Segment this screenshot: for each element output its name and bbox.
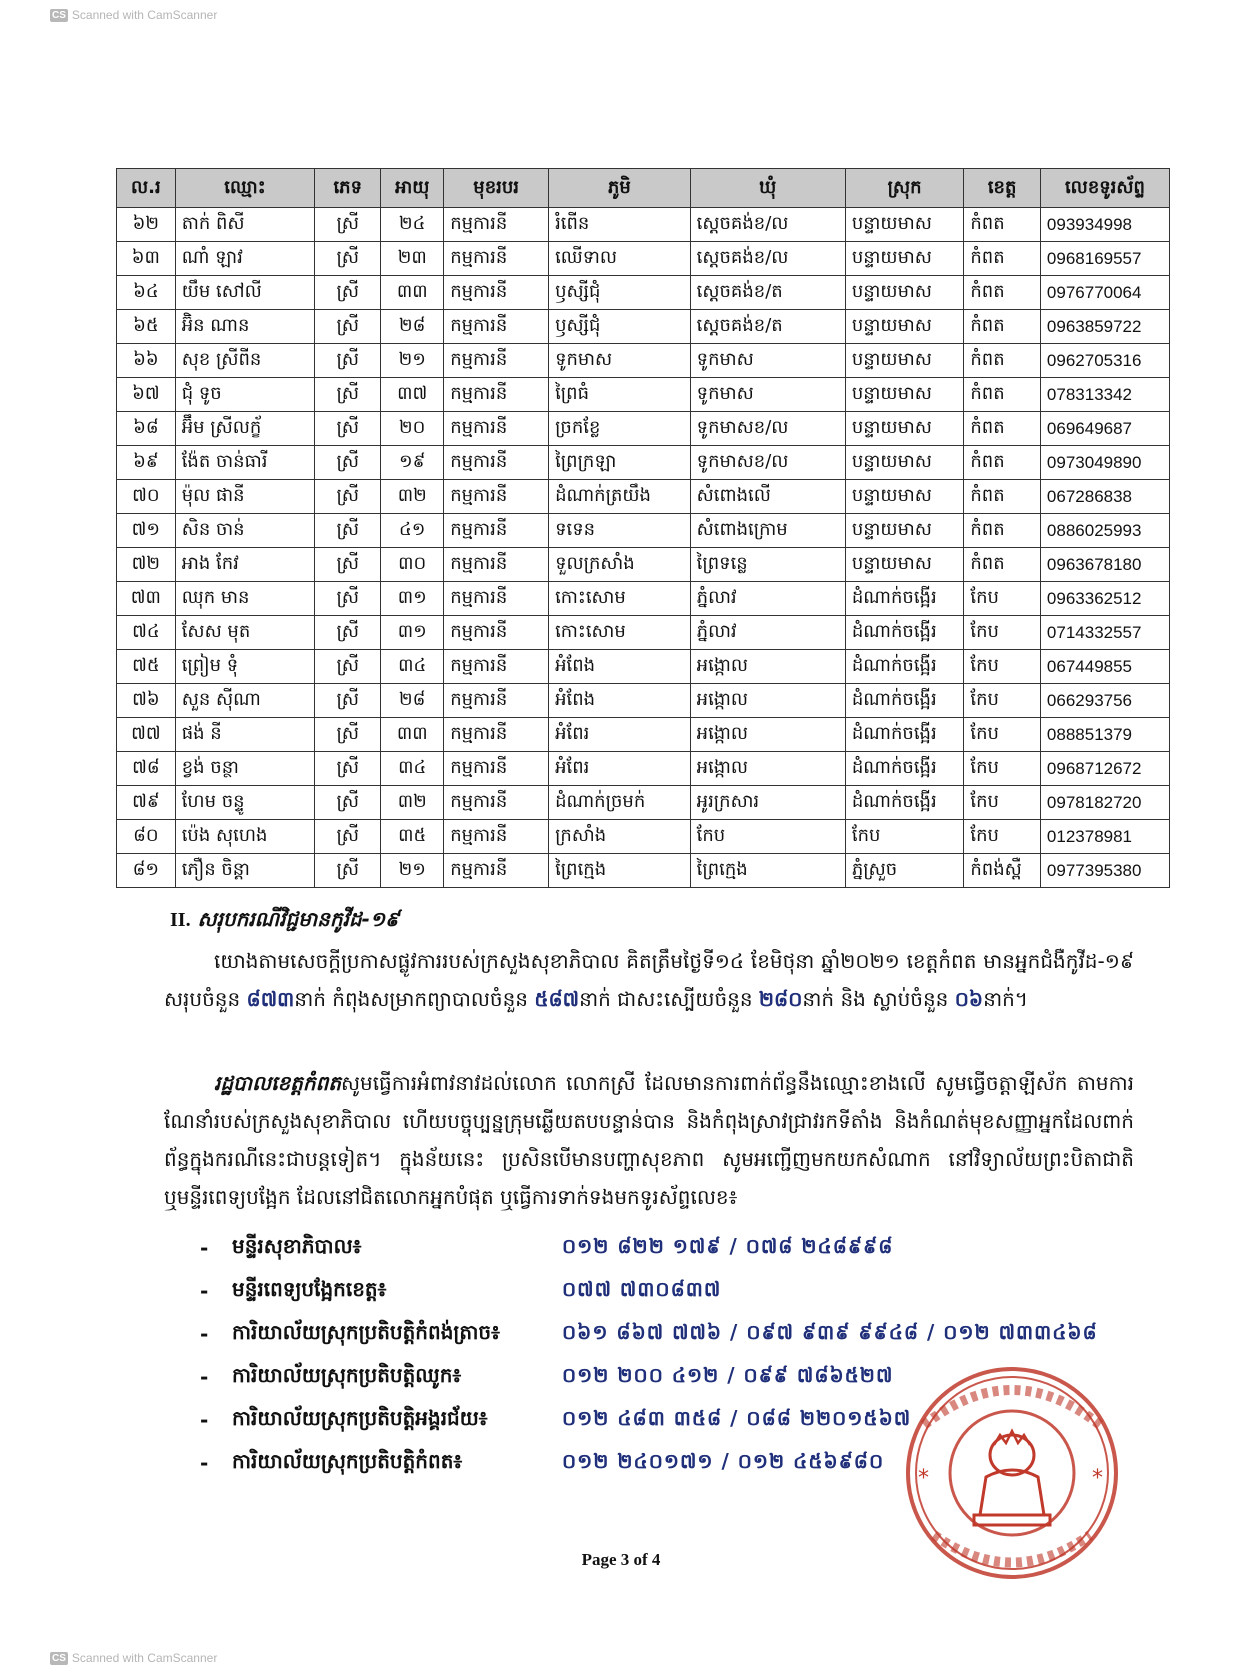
table-cell: ស្រី bbox=[315, 786, 381, 820]
table-cell: ៦២ bbox=[117, 208, 176, 242]
table-cell: អំពែរ bbox=[549, 718, 691, 752]
table-cell: ២៤ bbox=[381, 208, 444, 242]
table-cell: បន្ទាយមាស bbox=[845, 344, 964, 378]
table-cell: កំពត bbox=[964, 208, 1041, 242]
table-cell: ស្រី bbox=[315, 276, 381, 310]
table-cell: 0977395380 bbox=[1040, 854, 1169, 888]
table-cell: ២១ bbox=[381, 854, 444, 888]
table-cell: ទូកមាសខ/ល bbox=[690, 412, 845, 446]
table-cell: ស្រី bbox=[315, 208, 381, 242]
table-cell: ស្រី bbox=[315, 616, 381, 650]
table-row bbox=[117, 446, 1170, 480]
table-cell: ៧៤ bbox=[117, 616, 176, 650]
table-cell: 067286838 bbox=[1040, 480, 1169, 514]
table-cell: កំពង់ស្ពឺ bbox=[964, 854, 1041, 888]
table-cell: ៧៦ bbox=[117, 684, 176, 718]
column-header: អាយុ bbox=[381, 169, 444, 208]
table-cell: កម្មការនី bbox=[444, 718, 549, 752]
table-cell: ៧៩ bbox=[117, 786, 176, 820]
table-row bbox=[117, 310, 1170, 344]
table-cell: ទូកមាស bbox=[690, 344, 845, 378]
table-cell: 0968169557 bbox=[1040, 242, 1169, 276]
table-cell: ព្រៃទន្លេ bbox=[690, 548, 845, 582]
table-cell: ៦៦ bbox=[117, 344, 176, 378]
table-cell: ៧៥ bbox=[117, 650, 176, 684]
table-cell: ៧០ bbox=[117, 480, 176, 514]
table-cell: ព្រៃក្រឡា bbox=[549, 446, 691, 480]
table-cell: ៦៣ bbox=[117, 242, 176, 276]
table-cell: ស្រី bbox=[315, 684, 381, 718]
phone-number: ០៦១ ៨៦៧ ៧៧៦ / ០៩៧ ៩៣៩ ៩៩៤៨ / ០១២ ៧៣៣៤៦៨ bbox=[562, 1319, 1098, 1344]
table-cell: 0968712672 bbox=[1040, 752, 1169, 786]
table-cell: កម្មការនី bbox=[444, 514, 549, 548]
table-cell: ម៉ុល ផានី bbox=[175, 480, 314, 514]
table-cell: ទទេន bbox=[549, 514, 691, 548]
appeal-paragraph: រដ្ឋបាលខេត្តកំពតសូមធ្វើការអំពាវនាវដល់លោក លោកស្រី ដែលមានការពាក់ព័ន្ធនឹងឈ្មោះខាងលើ សូមធ្វើចត្តាឡីស័ក តាមការណែនាំរបស់ក្រសួងសុខាភិបាល ហើយបច្ចុប្បន្នក្រុមឆ្លើយតបបន្ទាន់បាន និងកំពុងស្រាវជ្រាវរកទីតាំង និងកំណត់មុខសញ្ញាអ្នកដែលពាក់ព័ន្ធក្នុងករណីនេះជាបន្តទៀត។ ក្នុងន័យនេះ ប្រសិនបើមានបញ្ហាសុខភាព សូមអញ្ជើញមកយកសំណាក នៅវិទ្យាល័យព្រះបិតាជាតិ ឬមន្ទីរពេទ្យបង្អែក ដែលនៅជិតលោកអ្នកបំផុត ឬធ្វើការទាក់ទងមកទូរស័ព្ទលេខ៖ bbox=[164, 1071, 1134, 1209]
table-cell: កំពត bbox=[964, 514, 1041, 548]
table-cell: ឫស្សីជុំ bbox=[549, 310, 691, 344]
table-cell: បន្ទាយមាស bbox=[845, 548, 964, 582]
table-cell: ភឿន ចិន្តា bbox=[175, 854, 314, 888]
table-cell: ផង់ នី bbox=[175, 718, 314, 752]
table-cell: ស្រី bbox=[315, 310, 381, 344]
table-cell: បន្ទាយមាស bbox=[845, 514, 964, 548]
table-cell: 0978182720 bbox=[1040, 786, 1169, 820]
table-cell: កម្មការនី bbox=[444, 616, 549, 650]
table-cell: ឫស្សីជុំ bbox=[549, 276, 691, 310]
table-cell: ច្រកខ្លែ bbox=[549, 412, 691, 446]
column-header: ឈ្មោះ bbox=[175, 169, 314, 208]
table-cell: 0963859722 bbox=[1040, 310, 1169, 344]
table-cell: កម្មការនី bbox=[444, 310, 549, 344]
table-cell: ស្រី bbox=[315, 854, 381, 888]
table-cell: ៣៣ bbox=[381, 276, 444, 310]
table-cell: កោះសោម bbox=[549, 616, 691, 650]
table-row bbox=[117, 616, 1170, 650]
table-cell: កម្មការនី bbox=[444, 378, 549, 412]
table-cell: កែប bbox=[845, 820, 964, 854]
table-cell: បន្ទាយមាស bbox=[845, 378, 964, 412]
phone-number: ០១២ ២០០ ៤១២ / ០៩៩ ៧៨៦៥២៧ bbox=[562, 1362, 894, 1387]
table-cell: បន្ទាយមាស bbox=[845, 310, 964, 344]
table-cell: ភ្នំលាវ bbox=[690, 582, 845, 616]
table-cell: ទូកមាស bbox=[690, 378, 845, 412]
table-cell: ភ្នំលាវ bbox=[690, 616, 845, 650]
table-cell: ស្រី bbox=[315, 820, 381, 854]
page-number: Page 3 of 4 bbox=[581, 1550, 661, 1569]
column-header: ភេទ bbox=[315, 169, 381, 208]
table-cell: ៣៧ bbox=[381, 378, 444, 412]
table-cell: ស្រី bbox=[315, 412, 381, 446]
table-row bbox=[117, 786, 1170, 820]
table-cell: ស្រី bbox=[315, 378, 381, 412]
table-cell: ៦៧ bbox=[117, 378, 176, 412]
table-cell: អង្កោល bbox=[690, 684, 845, 718]
table-cell: អំពែង bbox=[549, 650, 691, 684]
contact-row: - ការិយាល័យស្រុកប្រតិបត្តិកំពង់ត្រាច៖ ០៦១ ៨៦៧ ៧៧៦ / ០៩៧ ៩៣៩ ៩៩៤៨ / ០១២ ៧៣៣៤៦៨ bbox=[200, 1312, 1120, 1355]
table-header-row bbox=[117, 169, 1170, 208]
table-cell: ៣៤ bbox=[381, 752, 444, 786]
camscanner-badge: CS bbox=[52, 9, 66, 21]
table-cell: 0886025993 bbox=[1040, 514, 1169, 548]
table-cell: ៣០ bbox=[381, 548, 444, 582]
table-cell: ៦៨ bbox=[117, 412, 176, 446]
table-cell: ទូកមាស bbox=[549, 344, 691, 378]
table-cell: 093934998 bbox=[1040, 208, 1169, 242]
table-cell: រំពើន bbox=[549, 208, 691, 242]
table-cell: អំពែង bbox=[549, 684, 691, 718]
table-cell: កែប bbox=[690, 820, 845, 854]
table-cell: សិន ចាន់ bbox=[175, 514, 314, 548]
table-cell: 0714332557 bbox=[1040, 616, 1169, 650]
table-header bbox=[117, 169, 1170, 208]
table-cell: កោះសោម bbox=[549, 582, 691, 616]
phone-number: ០១២ ៨២២ ១៧៩ / ០៧៨ ២៤៨៩៩៨ bbox=[562, 1233, 894, 1258]
table-cell: កែប bbox=[964, 582, 1041, 616]
table-cell: អូរក្រសារ bbox=[690, 786, 845, 820]
table-cell: កម្មការនី bbox=[444, 854, 549, 888]
table-cell: កម្មការនី bbox=[444, 650, 549, 684]
table-cell: កម្មការនី bbox=[444, 786, 549, 820]
phone-number: ០១២ ២៤០១៧១ / ០១២ ៤៥៦៩៨០ bbox=[562, 1448, 885, 1473]
table-cell: កំពត bbox=[964, 480, 1041, 514]
table-row bbox=[117, 684, 1170, 718]
table-cell: ៦៥ bbox=[117, 310, 176, 344]
table-cell: កម្មការនី bbox=[444, 820, 549, 854]
table-cell: ណាំ ឡាវ bbox=[175, 242, 314, 276]
table-row bbox=[117, 480, 1170, 514]
appeal-lead: រដ្ឋបាលខេត្តកំពត bbox=[214, 1071, 341, 1095]
column-header: ល.រ bbox=[117, 169, 176, 208]
table-cell: ៣២ bbox=[381, 786, 444, 820]
section-number: II. bbox=[170, 909, 191, 931]
table-row bbox=[117, 718, 1170, 752]
table-cell: កែប bbox=[964, 650, 1041, 684]
table-cell: កម្មការនី bbox=[444, 208, 549, 242]
table-cell: ស្រី bbox=[315, 344, 381, 378]
summary-paragraph: យោងតាមសេចក្តីប្រកាសផ្លូវការរបស់ក្រសួងសុខាភិបាល គិតត្រឹមថ្ងៃទី១៤ ខែមិថុនា ឆ្នាំ២០២១ ខេត្តកំពត មានអ្នកជំងឺកូវីដ-១៩ សរុបចំនួន ៨៧៣នាក់ កំពុងសម្រាកព្យាបាលចំនួន ៥៨៧នាក់ ជាសះស្បើយចំនួន ២៨០នាក់ និង ស្លាប់ចំនួន ០៦នាក់។ bbox=[164, 949, 1134, 1011]
table-row bbox=[117, 276, 1170, 310]
table-cell: ៣១ bbox=[381, 616, 444, 650]
table-cell: បន្ទាយមាស bbox=[845, 208, 964, 242]
table-cell: ង៉ែត ចាន់ធារី bbox=[175, 446, 314, 480]
table-cell: ជុំ ទូច bbox=[175, 378, 314, 412]
table-row bbox=[117, 820, 1170, 854]
column-header: ឃុំ bbox=[690, 169, 845, 208]
table-cell: អំពែរ bbox=[549, 752, 691, 786]
table-cell: ៧៨ bbox=[117, 752, 176, 786]
table-cell: កែប bbox=[964, 786, 1041, 820]
table-cell: យឹម សៅលី bbox=[175, 276, 314, 310]
table-cell: ឈុក មាន bbox=[175, 582, 314, 616]
table-cell: ស្រី bbox=[315, 718, 381, 752]
table-cell: ២១ bbox=[381, 344, 444, 378]
table-cell: ៧១ bbox=[117, 514, 176, 548]
patient-table bbox=[116, 168, 1170, 888]
table-cell: ដំណាក់ចង្អើរ bbox=[845, 786, 964, 820]
recovered: ២៨០ bbox=[758, 987, 803, 1011]
table-cell: ស្រី bbox=[315, 446, 381, 480]
table-row bbox=[117, 208, 1170, 242]
table-cell: 0973049890 bbox=[1040, 446, 1169, 480]
table-cell: ទូកមាសខ/ល bbox=[690, 446, 845, 480]
table-cell: 088851379 bbox=[1040, 718, 1169, 752]
table-cell: បន្ទាយមាស bbox=[845, 480, 964, 514]
table-cell: បន្ទាយមាស bbox=[845, 276, 964, 310]
table-cell: ២៨ bbox=[381, 684, 444, 718]
table-row bbox=[117, 514, 1170, 548]
table-cell: ស្រី bbox=[315, 242, 381, 276]
column-header: លេខទូរស័ព្ទ bbox=[1040, 169, 1169, 208]
column-header: មុខរបរ bbox=[444, 169, 549, 208]
table-cell: តាក់ ពិសី bbox=[175, 208, 314, 242]
table-cell: ២៨ bbox=[381, 310, 444, 344]
table-cell: បន្ទាយមាស bbox=[845, 446, 964, 480]
table-cell: កម្មការនី bbox=[444, 582, 549, 616]
official-seal-icon bbox=[904, 1365, 1120, 1581]
table-cell: 067449855 bbox=[1040, 650, 1169, 684]
table-cell: ស្រី bbox=[315, 582, 381, 616]
table-cell: អាង កែវ bbox=[175, 548, 314, 582]
table-cell: ៣៤ bbox=[381, 650, 444, 684]
phone-number: ០៧៧ ៧៣០៨៣៧ bbox=[562, 1276, 722, 1301]
table-cell: ស្តេចគង់ខ/ត bbox=[690, 310, 845, 344]
table-cell: អង្កោល bbox=[690, 650, 845, 684]
contact-row: - ការិយាល័យស្រុកប្រតិបត្តិអង្គរជ័យ៖ ០១២ ៤៨៣ ៣៥៨ / ០៨៨ ២២០១៥៦៧ bbox=[200, 1398, 1120, 1441]
contact-row: - មន្ទីរពេទ្យបង្អែកខេត្ត៖ ០៧៧ ៧៣០៨៣៧ bbox=[200, 1269, 1120, 1312]
table-cell: អង្កោល bbox=[690, 752, 845, 786]
table-cell: ព្រៃក្មេង bbox=[549, 854, 691, 888]
table-row bbox=[117, 752, 1170, 786]
table-cell: ក្រសាំង bbox=[549, 820, 691, 854]
table-cell: ដំណាក់ត្រយឹង bbox=[549, 480, 691, 514]
table-cell: ស្រី bbox=[315, 514, 381, 548]
table-row bbox=[117, 378, 1170, 412]
table-cell: ៧៧ bbox=[117, 718, 176, 752]
table-cell: 0963678180 bbox=[1040, 548, 1169, 582]
table-cell: កែប bbox=[964, 820, 1041, 854]
table-row bbox=[117, 650, 1170, 684]
table-cell: ដំណាក់ចង្អើរ bbox=[845, 616, 964, 650]
contact-row: - ការិយាល័យស្រុកប្រតិបត្តិកំពត៖ ០១២ ២៤០១៧១ / ០១២ ៤៥៦៩៨០ bbox=[200, 1441, 1120, 1484]
table-cell: កែប bbox=[964, 718, 1041, 752]
scanner-label: Scanned with CamScanner bbox=[71, 1651, 218, 1665]
table-cell: កំពត bbox=[964, 378, 1041, 412]
table-cell: ព្រៀម ទុំ bbox=[175, 650, 314, 684]
table-cell: សំពោងលើ bbox=[690, 480, 845, 514]
table-cell: ស្តេចគង់ខ/ល bbox=[690, 242, 845, 276]
table-cell: ទួលក្រសាំង bbox=[549, 548, 691, 582]
table-cell: កំពត bbox=[964, 446, 1041, 480]
table-cell: 0962705316 bbox=[1040, 344, 1169, 378]
section-title: សរុបករណីវិជ្ជមានកូវីដ-១៩ bbox=[197, 907, 400, 931]
table-cell: សែស មុត bbox=[175, 616, 314, 650]
table-cell: ស្រី bbox=[315, 548, 381, 582]
table-cell: កែប bbox=[964, 684, 1041, 718]
table-cell: អ៊ឹម ស្រីលក្ខ័ bbox=[175, 412, 314, 446]
total-cases: ៨៧៣ bbox=[246, 987, 295, 1011]
table-cell: ដំណាក់ចង្អើរ bbox=[845, 718, 964, 752]
svg-text:*: * bbox=[1092, 1466, 1103, 1491]
table-cell: ៣៣ bbox=[381, 718, 444, 752]
summary-heading bbox=[170, 906, 399, 936]
table-row bbox=[117, 548, 1170, 582]
column-header: ស្រុក bbox=[845, 169, 964, 208]
table-cell: ព្រៃធំ bbox=[549, 378, 691, 412]
contact-row: - ការិយាល័យស្រុកប្រតិបត្តិឈូក៖ ០១២ ២០០ ៤១២ / ០៩៩ ៧៨៦៥២៧ bbox=[200, 1355, 1120, 1398]
table-cell: កម្មការនី bbox=[444, 752, 549, 786]
table-cell: កំពត bbox=[964, 548, 1041, 582]
table-cell: ៣៥ bbox=[381, 820, 444, 854]
deaths: ០៦ bbox=[954, 987, 984, 1011]
table-cell: កំពត bbox=[964, 412, 1041, 446]
table-cell: កម្មការនី bbox=[444, 412, 549, 446]
table-cell: ឈើទាល bbox=[549, 242, 691, 276]
table-cell: កំពត bbox=[964, 242, 1041, 276]
table-cell: កម្មការនី bbox=[444, 446, 549, 480]
table-cell: កម្មការនី bbox=[444, 276, 549, 310]
table-cell: កំពត bbox=[964, 344, 1041, 378]
svg-text:*: * bbox=[918, 1466, 929, 1491]
table-cell: ដំណាក់ចង្អើរ bbox=[845, 752, 964, 786]
column-header: ខេត្ត bbox=[964, 169, 1041, 208]
table-cell: ស្តេចគង់ខ/ល bbox=[690, 208, 845, 242]
table-cell: ស្រី bbox=[315, 752, 381, 786]
camscanner-badge: CS bbox=[52, 1652, 66, 1664]
table-cell: អង្កោល bbox=[690, 718, 845, 752]
under-treatment: ៥៨៧ bbox=[534, 987, 580, 1011]
table-cell: ២៣ bbox=[381, 242, 444, 276]
table-cell: 012378981 bbox=[1040, 820, 1169, 854]
table-cell: បន្ទាយមាស bbox=[845, 242, 964, 276]
table-cell: 0976770064 bbox=[1040, 276, 1169, 310]
table-body bbox=[117, 208, 1170, 888]
table-cell: ដំណាក់ចង្អើរ bbox=[845, 582, 964, 616]
table-cell: ៤១ bbox=[381, 514, 444, 548]
table-row bbox=[117, 582, 1170, 616]
table-cell: ប៉េង សុហេង bbox=[175, 820, 314, 854]
table-cell: 066293756 bbox=[1040, 684, 1169, 718]
table-cell: សុខ ស្រីពីន bbox=[175, 344, 314, 378]
table-cell: ស្តេចគង់ខ/ត bbox=[690, 276, 845, 310]
table-cell: កម្មការនី bbox=[444, 548, 549, 582]
table-cell: ភ្នំស្រួច bbox=[845, 854, 964, 888]
table-cell: កម្មការនី bbox=[444, 480, 549, 514]
table-row bbox=[117, 854, 1170, 888]
table-row bbox=[117, 242, 1170, 276]
phone-number: ០១២ ៤៨៣ ៣៥៨ / ០៨៨ ២២០១៥៦៧ bbox=[562, 1405, 912, 1430]
table-row bbox=[117, 344, 1170, 378]
table-cell: ដំណាក់ចង្អើរ bbox=[845, 684, 964, 718]
table-row bbox=[117, 412, 1170, 446]
table-cell: កែប bbox=[964, 616, 1041, 650]
table-cell: កម្មការនី bbox=[444, 684, 549, 718]
table-cell: កែប bbox=[964, 752, 1041, 786]
table-cell: ១៩ bbox=[381, 446, 444, 480]
table-cell: ព្រៃក្មេង bbox=[690, 854, 845, 888]
table-cell: ហែម ចន្ទូ bbox=[175, 786, 314, 820]
table-cell: ខ្វង់ ចន្ថា bbox=[175, 752, 314, 786]
table-cell: កម្មការនី bbox=[444, 242, 549, 276]
table-cell: ដំណាក់ច្រមក់ bbox=[549, 786, 691, 820]
table-cell: ៣១ bbox=[381, 582, 444, 616]
contact-row: - មន្ទីរសុខាភិបាល៖ ០១២ ៨២២ ១៧៩ / ០៧៨ ២៤៨៩៩៨ bbox=[200, 1226, 1120, 1269]
table-cell: ដំណាក់ចង្អើរ bbox=[845, 650, 964, 684]
scanner-watermark-top bbox=[50, 8, 217, 22]
table-cell: កំពត bbox=[964, 310, 1041, 344]
table-cell: ៦៤ bbox=[117, 276, 176, 310]
table-cell: អ៊ិន ណាន bbox=[175, 310, 314, 344]
table-cell: ៣២ bbox=[381, 480, 444, 514]
table-cell: ៨១ bbox=[117, 854, 176, 888]
table-cell: សំពោងក្រោម bbox=[690, 514, 845, 548]
table-cell: ស្រី bbox=[315, 650, 381, 684]
table-cell: កំពត bbox=[964, 276, 1041, 310]
table-cell: កម្មការនី bbox=[444, 344, 549, 378]
column-header: ភូមិ bbox=[549, 169, 691, 208]
scanner-watermark-bottom bbox=[50, 1651, 217, 1665]
table-cell: 0963362512 bbox=[1040, 582, 1169, 616]
table-cell: ៦៩ bbox=[117, 446, 176, 480]
table-cell: បន្ទាយមាស bbox=[845, 412, 964, 446]
table-cell: ៧៣ bbox=[117, 582, 176, 616]
table-cell: 069649687 bbox=[1040, 412, 1169, 446]
scanner-label: Scanned with CamScanner bbox=[71, 8, 218, 22]
table-cell: 078313342 bbox=[1040, 378, 1169, 412]
table-cell: សួន ស៊ីណា bbox=[175, 684, 314, 718]
table-cell: ស្រី bbox=[315, 480, 381, 514]
table-cell: ៧២ bbox=[117, 548, 176, 582]
table-cell: ៨០ bbox=[117, 820, 176, 854]
table-cell: ២០ bbox=[381, 412, 444, 446]
